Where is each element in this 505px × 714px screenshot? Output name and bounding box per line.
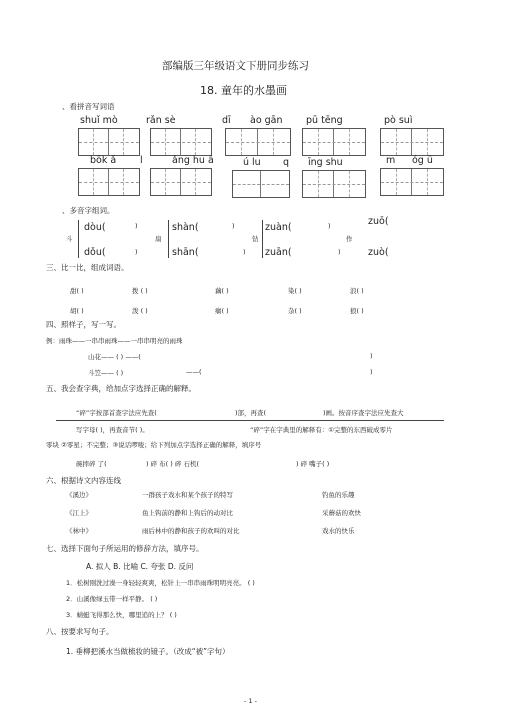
section5-heading: 五、我会查字典，给加点字选择正确的解释。 xyxy=(46,384,196,393)
polyphone-char-2: 扇 xyxy=(155,235,162,243)
polyphone-char-3: 钻 xyxy=(252,235,259,243)
brace-line xyxy=(78,220,79,258)
polyphone-pinyin-1a: dòu( xyxy=(84,222,106,233)
compare-item[interactable]: 染( ) xyxy=(288,287,302,295)
polyphone-pinyin-1b: dǒu( xyxy=(84,247,106,258)
pinyin-2: rǎn sè xyxy=(146,115,176,126)
section1-heading: 、看拼音写词语 xyxy=(62,102,115,111)
pinyin-7: bōk ǎ xyxy=(90,155,117,166)
pinyin-3: dī xyxy=(222,115,231,126)
writing-box[interactable] xyxy=(380,168,444,196)
pinyin-8: l xyxy=(140,155,143,166)
section4-heading: 四、照样子，写一写。 xyxy=(46,320,121,329)
rhetoric-options: A. 拟人 B. 比喻 C. 夸张 D. 反问 xyxy=(86,562,194,571)
polyphone-char-1: 斗 xyxy=(66,235,73,243)
exercise-line-1a[interactable]: 山花—— ( ) ——( xyxy=(88,353,141,361)
brace-line xyxy=(168,220,169,258)
poem-theme[interactable]: 钓鱼的乐趣 xyxy=(322,491,355,499)
paren-close: ) xyxy=(338,248,341,256)
polyphone-pinyin-2b: shān( xyxy=(172,247,199,258)
dict-text-4c[interactable]: ) 碎 嘴子( ) xyxy=(296,460,330,468)
poem-title[interactable]: 《江上》 xyxy=(66,509,92,517)
exercise-line-2c: ) xyxy=(370,368,373,376)
dict-text-1a: “碎”字按部首查字法应先查( xyxy=(76,409,157,417)
section2-heading: 、多音字组词。 xyxy=(62,206,115,215)
pinyin-10: ú lu xyxy=(243,157,261,168)
dict-text-2a: 写字母( )，再查音节( )。 xyxy=(76,426,149,434)
writing-box[interactable] xyxy=(150,128,212,156)
doc-title: 部编版三年级语文下册同步练习 xyxy=(162,60,309,72)
writing-box[interactable] xyxy=(78,168,140,196)
rhetoric-item[interactable]: 1．松树刚洗过澡一身轻轻爽爽，松针上一串串雨珠明明亮亮。 ( ) xyxy=(66,579,255,587)
dict-text-1b: )部，再查( xyxy=(235,409,267,417)
writing-box[interactable] xyxy=(380,128,444,156)
paren-close: ) xyxy=(328,222,331,230)
polyphone-char-4: 作 xyxy=(346,235,353,243)
pinyin-14: óg ū xyxy=(412,155,433,166)
compare-item[interactable]: 拨 ( ) xyxy=(132,287,148,295)
paren-close: ) xyxy=(243,248,246,256)
paren-close: ) xyxy=(232,222,235,230)
polyphone-pinyin-4a: zuō( xyxy=(368,216,389,227)
writing-box[interactable] xyxy=(302,170,366,198)
writing-box[interactable] xyxy=(225,128,291,156)
section8-heading: 八、按要求写句子。 xyxy=(46,627,114,636)
compare-item[interactable]: 杂( ) xyxy=(288,307,302,315)
compare-item[interactable]: 泼 ( ) xyxy=(132,307,148,315)
pinyin-11: q xyxy=(283,157,290,168)
poem-theme[interactable]: 戏水的快乐 xyxy=(322,527,355,535)
example-line: 例：雨珠——一串串雨珠——一串串明亮的雨珠 xyxy=(46,337,183,345)
compare-item[interactable]: 藕( ) xyxy=(215,287,229,295)
poem-desc[interactable]: 雨后林中的静和孩子的欢叫的对比 xyxy=(142,527,240,535)
poem-desc[interactable]: 鱼上钩前的静和上钩后的动对比 xyxy=(142,509,233,517)
poem-theme[interactable]: 采蘑菇的欢快 xyxy=(322,509,361,517)
pinyin-4: ào gān xyxy=(250,115,283,126)
writing-box[interactable] xyxy=(150,168,212,196)
dict-text-3: 零块 ②零星；不完整；③说话啰唆；给下列加点字选择正确的解释，填序号 xyxy=(46,441,262,449)
divider-line xyxy=(56,420,444,421)
polyphone-pinyin-2a: shàn( xyxy=(172,222,199,233)
section7-heading: 七、选择下面句子所运用的修辞方法，填序号。 xyxy=(46,544,204,553)
dict-text-2b: “碎”字在字典里的解释有：①完整的东西破成零片 xyxy=(250,426,393,434)
brace-line xyxy=(262,220,263,258)
rhetoric-item[interactable]: 3．蜻蜓飞得那么快，哪里追的上？ ( ) xyxy=(66,611,177,619)
poem-title[interactable]: 《林中》 xyxy=(66,527,92,535)
section3-heading: 三、比一比，组成词语。 xyxy=(46,263,129,272)
pinyin-5: pū tēng xyxy=(306,115,343,126)
paren-close: ) xyxy=(135,222,138,230)
compare-item[interactable]: 浪( ) xyxy=(350,287,364,295)
compare-item[interactable]: 瘸( ) xyxy=(215,307,229,315)
page-number: - 1 - xyxy=(244,697,257,705)
pinyin-6: pò suì xyxy=(384,115,413,126)
compare-item[interactable]: 胡( ) xyxy=(70,307,84,315)
pinyin-13: m xyxy=(386,155,396,166)
writing-box[interactable] xyxy=(78,128,140,156)
writing-box[interactable] xyxy=(232,170,290,198)
lesson-title: 18. 童年的水墨画 xyxy=(200,84,287,97)
exercise-line-1b: ) xyxy=(370,352,373,360)
exercise-line-2b[interactable]: ——( xyxy=(186,368,202,376)
dict-text-4b[interactable]: ) 碎 布( ) 碎 石机( xyxy=(146,460,199,468)
polyphone-pinyin-3a: zuàn( xyxy=(265,222,292,233)
compare-item[interactable]: 狼( ) xyxy=(350,307,364,315)
poem-title[interactable]: 《溪边》 xyxy=(66,491,92,499)
section6-heading: 六、根据诗文内容连线 xyxy=(46,476,121,485)
dict-text-4a[interactable]: 碗摔碎 了( xyxy=(76,460,107,468)
rhetoric-item[interactable]: 2．山溪像绿玉带一样平静。 ( ) xyxy=(66,595,158,603)
pinyin-9: ǎng hu ā xyxy=(172,155,214,166)
rewrite-item[interactable]: 1. 垂柳把溪水当做梳妆的镜子。（改成“被”字句） xyxy=(66,647,230,656)
dict-text-1c: )画。按音序查字法应先查大 xyxy=(323,409,404,417)
poem-desc[interactable]: 一群孩子戏水和某个孩子的特写 xyxy=(142,491,233,499)
exercise-line-2a[interactable]: 斗笠—— ( ) xyxy=(88,369,124,377)
polyphone-pinyin-3b: zuān( xyxy=(265,247,292,258)
compare-item[interactable]: 甜( ) xyxy=(70,287,84,295)
polyphone-pinyin-4b: zuò( xyxy=(368,247,389,258)
writing-box[interactable] xyxy=(302,128,366,156)
pinyin-12: īng shu xyxy=(308,157,343,168)
paren-close: ) xyxy=(135,248,138,256)
pinyin-1: shuǐ mò xyxy=(80,115,118,126)
